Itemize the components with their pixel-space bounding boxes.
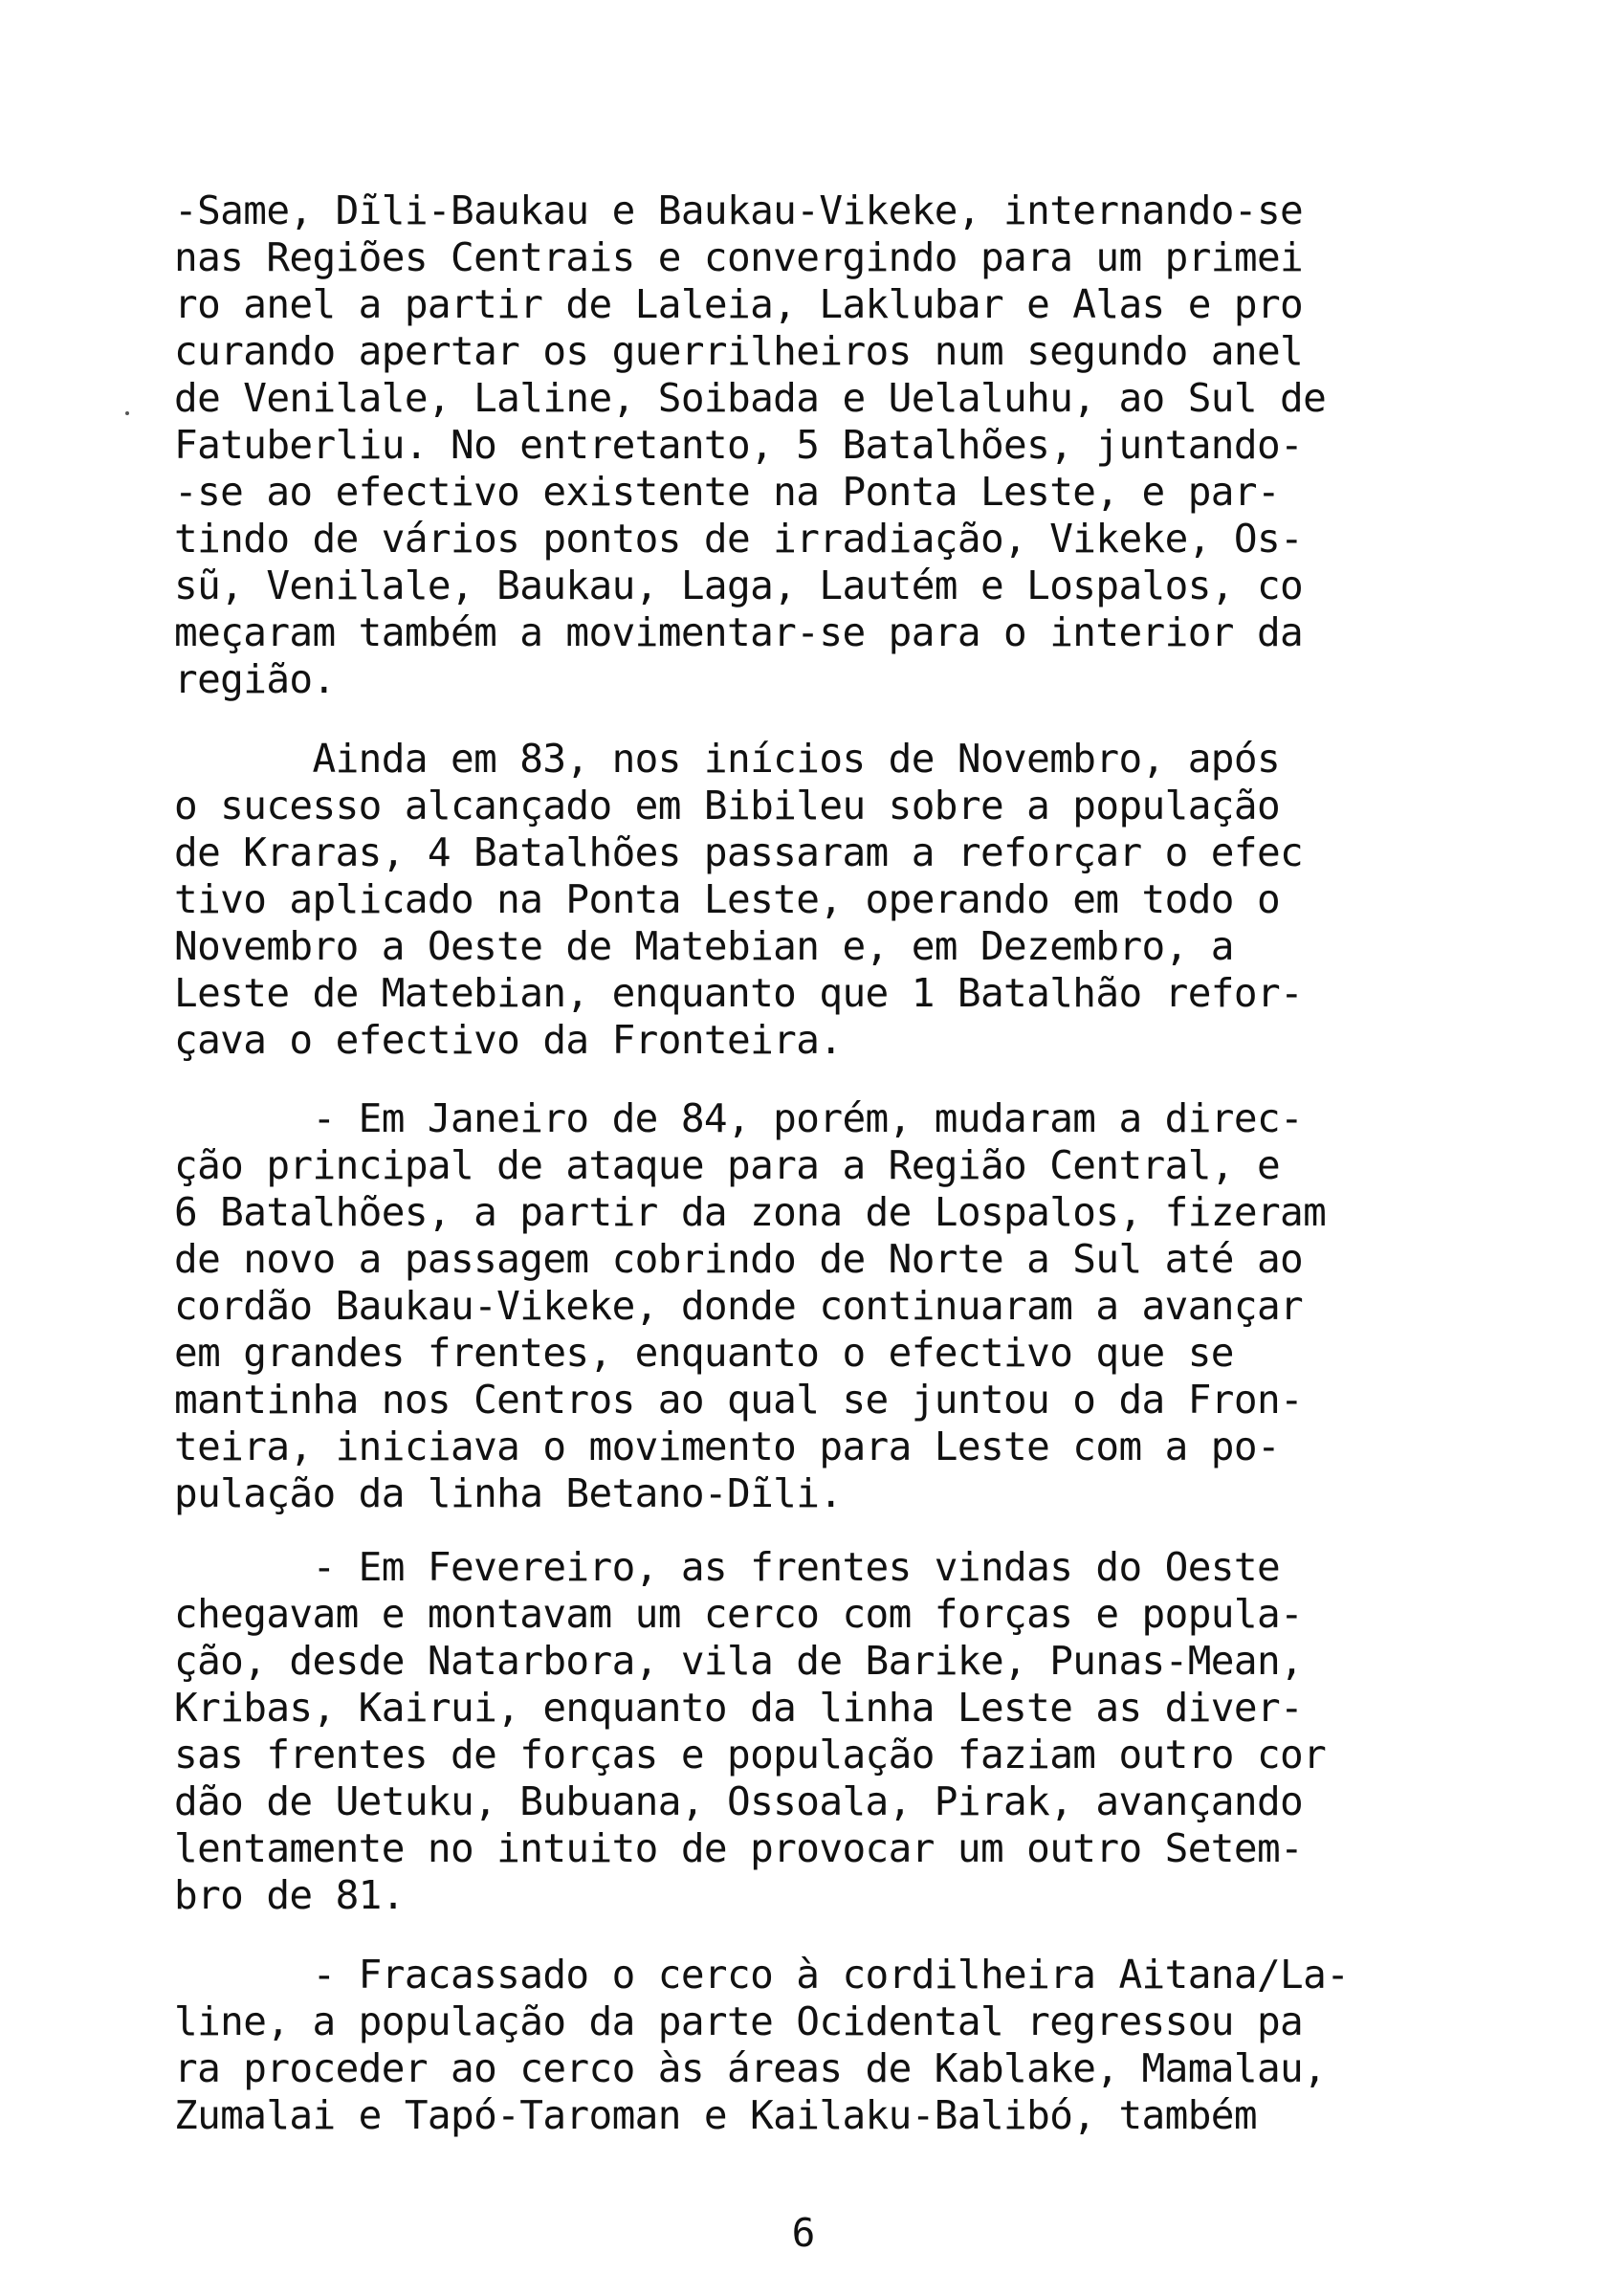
text-line: ção principal de ataque para a Região Central, e bbox=[174, 1142, 1281, 1188]
paragraph-5 bbox=[174, 1952, 1418, 2139]
text-line: Fatuberliu. No entretanto, 5 Batalhões, juntando- bbox=[174, 422, 1304, 468]
text-line: 6 Batalhões, a partir da zona de Lospalos, fizeram bbox=[174, 1189, 1327, 1235]
text-line: tindo de vários pontos de irradiação, Vikeke, Os- bbox=[174, 516, 1304, 562]
text-line: mantinha nos Centros ao qual se juntou o da Fron- bbox=[174, 1377, 1304, 1423]
text-line: tivo aplicado na Ponta Leste, operando em todo o bbox=[174, 876, 1281, 922]
text-line: cordão Baukau-Vikeke, donde continuaram a avançar bbox=[174, 1283, 1304, 1329]
text-line: dão de Uetuku, Bubuana, Ossoala, Pirak, avançando bbox=[174, 1778, 1304, 1824]
text-line: teira, iniciava o movimento para Leste com a po- bbox=[174, 1424, 1281, 1469]
text-line: nas Regiões Centrais e convergindo para um primei bbox=[174, 234, 1304, 280]
text-line: Leste de Matebian, enquanto que 1 Batalhão refor- bbox=[174, 970, 1304, 1016]
text-line: - Em Fevereiro, as frentes vindas do Oeste bbox=[174, 1544, 1281, 1590]
text-line: Kribas, Kairui, enquanto da linha Leste as diver- bbox=[174, 1685, 1304, 1731]
text-line: line, a população da parte Ocidental regressou pa bbox=[174, 1998, 1304, 2044]
text-line: Zumalai e Tapó-Taroman e Kailaku-Balibó, também bbox=[174, 2092, 1257, 2138]
text-line: de Kraras, 4 Batalhões passaram a reforçar o efec bbox=[174, 829, 1304, 875]
text-line: sas frentes de forças e população faziam outro cor bbox=[174, 1732, 1327, 1777]
text-line: pulação da linha Betano-Dĩli. bbox=[174, 1470, 843, 1516]
text-line: -se ao efectivo existente na Ponta Leste, e par- bbox=[174, 469, 1281, 515]
page-number: 6 bbox=[791, 2210, 816, 2256]
text-line: - Fracassado o cerco à cordilheira Aitana/La- bbox=[174, 1952, 1350, 1998]
text-line: -Same, Dĩli-Baukau e Baukau-Vikeke, internando-se bbox=[174, 188, 1304, 233]
text-line: em grandes frentes, enquanto o efectivo que se bbox=[174, 1330, 1234, 1376]
text-line: Ainda em 83, nos inícios de Novembro, após bbox=[174, 736, 1281, 782]
text-line: curando apertar os guerrilheiros num segundo anel bbox=[174, 328, 1304, 374]
text-line: bro de 81. bbox=[174, 1872, 405, 1918]
paragraph-4 bbox=[174, 1544, 1418, 1919]
text-line: região. bbox=[174, 656, 336, 702]
text-line: de novo a passagem cobrindo de Norte a Sul até ao bbox=[174, 1236, 1304, 1282]
paragraph-3 bbox=[174, 1095, 1418, 1517]
text-line: - Em Janeiro de 84, porém, mudaram a direc- bbox=[174, 1095, 1304, 1141]
text-line: de Venilale, Laline, Soibada e Uelaluhu, ao Sul de bbox=[174, 375, 1327, 421]
margin-mark bbox=[125, 411, 129, 415]
text-line: Novembro a Oeste de Matebian e, em Dezembro, a bbox=[174, 923, 1234, 969]
text-line: meçaram também a movimentar-se para o interior da bbox=[174, 609, 1304, 655]
text-line: ção, desde Natarbora, vila de Barike, Punas-Mean, bbox=[174, 1638, 1304, 1684]
text-line: çava o efectivo da Fronteira. bbox=[174, 1017, 843, 1063]
text-line: chegavam e montavam um cerco com forças e popula- bbox=[174, 1591, 1304, 1637]
text-line: lentamente no intuito de provocar um outro Setem- bbox=[174, 1825, 1304, 1871]
text-line: ra proceder ao cerco às áreas de Kablake, Mamalau, bbox=[174, 2045, 1327, 2091]
paragraph-1 bbox=[174, 188, 1418, 703]
text-line: ro anel a partir de Laleia, Laklubar e Alas e pro bbox=[174, 281, 1304, 327]
text-line: sũ, Venilale, Baukau, Laga, Lautém e Lospalos, co bbox=[174, 563, 1304, 608]
text-line: o sucesso alcançado em Bibileu sobre a população bbox=[174, 783, 1281, 828]
paragraph-2 bbox=[174, 736, 1418, 1064]
